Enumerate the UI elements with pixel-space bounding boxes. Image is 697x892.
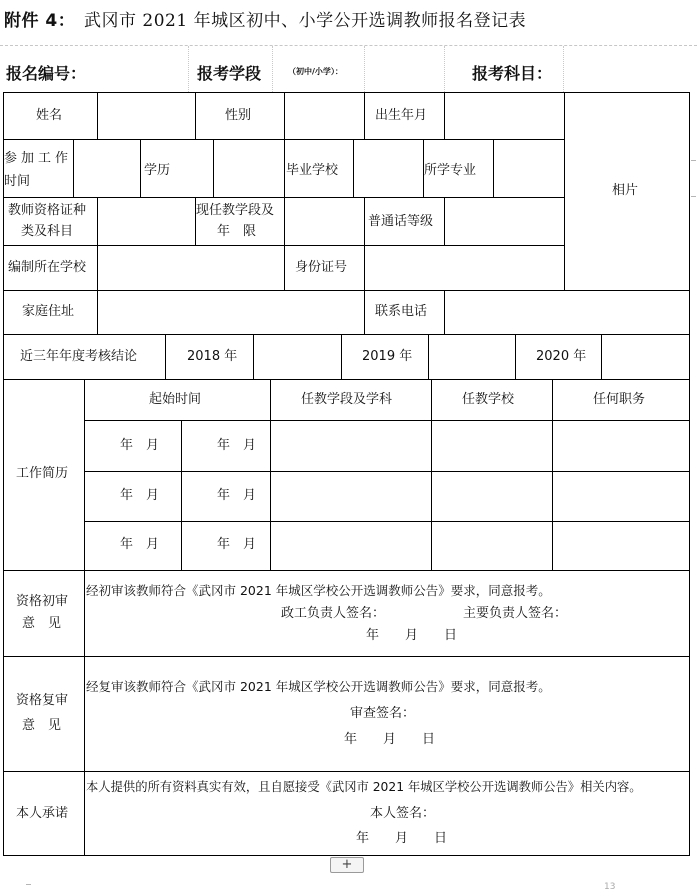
title-prefix: 附件 4： <box>4 11 76 31</box>
grid-guide <box>563 46 564 92</box>
work-start-label: 参加工作 <box>4 151 73 166</box>
col-line <box>364 290 365 334</box>
resume-col-start: 起始时间 <box>149 392 202 407</box>
col-line <box>364 245 365 290</box>
col-line <box>284 197 285 245</box>
col-line <box>353 139 354 197</box>
col-line <box>73 139 74 197</box>
resume-ym: 年 月 <box>120 537 160 552</box>
page-corner-mark <box>691 196 696 197</box>
review1-label-2: 意 见 <box>22 616 62 631</box>
resume-ym: 年 月 <box>120 488 160 503</box>
resume-ym: 年 月 <box>217 537 257 552</box>
pledge-sign: 本人签名： <box>370 806 436 821</box>
resume-col-duty: 任何职务 <box>593 392 646 407</box>
col-line <box>444 197 445 245</box>
work-start-label-2: 时间 <box>4 174 31 189</box>
page-number: 13 <box>604 882 616 892</box>
col-line <box>195 92 196 139</box>
col-line <box>444 290 445 334</box>
year-2020-label: 2020 年 <box>536 349 587 364</box>
pledge-label: 本人承诺 <box>16 806 69 821</box>
pledge-date: 年 月 日 <box>356 831 448 846</box>
col-line <box>601 334 602 379</box>
education-label: 学历 <box>144 163 171 178</box>
row-line <box>84 471 690 472</box>
major-label: 所学专业 <box>424 163 477 178</box>
photo-label: 相片 <box>612 183 639 198</box>
col-line <box>493 139 494 197</box>
review1-sign-head: 主要负责人签名： <box>463 606 568 621</box>
cert-label-2: 类及科目 <box>21 224 74 239</box>
review1-label: 资格初审 <box>16 594 69 609</box>
review2-label: 资格复审 <box>16 693 69 708</box>
grid-guide <box>188 46 189 92</box>
stage-label: 报考学段 <box>197 64 262 83</box>
assess-label: 近三年年度考核结论 <box>20 349 138 364</box>
row-line <box>84 420 690 421</box>
birth-label: 出生年月 <box>375 108 428 123</box>
cur-stage-label-2: 年 限 <box>217 224 257 239</box>
col-line <box>97 245 98 290</box>
col-line <box>253 334 254 379</box>
review2-sign: 审查签名： <box>350 706 416 721</box>
col-line <box>84 379 85 856</box>
resume-label: 工作简历 <box>16 466 69 481</box>
pledge-text: 本人提供的所有资料真实有效，且自愿接受《武冈市 2021 年城区学校公开选调教师公告》相关内容。 <box>86 780 642 794</box>
col-line <box>97 290 98 334</box>
col-line <box>364 197 365 245</box>
col-line <box>97 92 98 139</box>
school-label: 编制所在学校 <box>8 260 87 275</box>
resume-ym: 年 月 <box>217 438 257 453</box>
photo-border <box>564 92 565 290</box>
col-line <box>213 139 214 197</box>
review1-sign-politic: 政工负责人签名： <box>281 606 386 621</box>
col-line <box>428 334 429 379</box>
page-title: 武冈市 2021 年城区初中、小学公开选调教师报名登记表 <box>84 11 527 31</box>
resume-col-subject: 任教学段及学科 <box>301 392 393 407</box>
review2-date: 年 月 日 <box>344 732 436 747</box>
grid-guide <box>364 46 365 92</box>
review1-text: 经初审该教师符合《武冈市 2021 年城区学校公开选调教师公告》要求，同意报考。 <box>86 583 551 598</box>
row-line <box>3 290 690 291</box>
review2-text: 经复审该教师符合《武冈市 2021 年城区学校公开选调教师公告》要求，同意报考。 <box>86 679 551 694</box>
row-line <box>3 379 690 380</box>
row-line <box>3 656 690 657</box>
col-line <box>284 245 285 290</box>
page-corner-mark <box>26 884 31 885</box>
mandarin-label: 普通话等级 <box>368 214 434 229</box>
id-label: 身份证号 <box>295 260 348 275</box>
year-2019-label: 2019 年 <box>362 349 413 364</box>
col-line <box>284 139 285 197</box>
col-line <box>140 139 141 197</box>
cert-label: 教师资格证种 <box>8 203 87 218</box>
page-corner-mark <box>691 160 696 161</box>
graduated-label: 毕业学校 <box>286 163 339 178</box>
grid-guide <box>444 46 445 92</box>
year-2018-label: 2018 年 <box>187 349 238 364</box>
row-line <box>84 521 690 522</box>
reg-no-label: 报名编号： <box>6 64 87 83</box>
col-line <box>181 420 182 570</box>
col-line <box>515 334 516 379</box>
phone-label: 联系电话 <box>375 304 428 319</box>
col-line <box>284 92 285 139</box>
col-line <box>341 334 342 379</box>
review2-label-2: 意 见 <box>22 718 62 733</box>
col-line <box>97 197 98 245</box>
gender-label: 性别 <box>225 108 252 123</box>
col-line <box>270 379 271 570</box>
resume-col-school: 任教学校 <box>462 392 515 407</box>
col-line <box>364 92 365 139</box>
grid-guide <box>272 46 273 92</box>
row-line <box>3 771 690 772</box>
col-line <box>165 334 166 379</box>
col-line <box>444 92 445 139</box>
stage-hint: （初中/小学）： <box>288 67 343 76</box>
col-line <box>431 379 432 570</box>
address-label: 家庭住址 <box>22 304 75 319</box>
cur-stage-label: 现任教学段及 <box>196 203 275 218</box>
resume-ym: 年 月 <box>217 488 257 503</box>
resume-ym: 年 月 <box>120 438 160 453</box>
review1-date: 年 月 日 <box>366 628 458 643</box>
title-divider <box>0 45 697 46</box>
add-row-button[interactable]: + <box>330 857 364 873</box>
subject-label: 报考科目： <box>472 64 553 83</box>
name-label: 姓名 <box>36 108 63 123</box>
row-line <box>3 570 690 571</box>
row-line <box>3 334 690 335</box>
col-line <box>552 379 553 570</box>
